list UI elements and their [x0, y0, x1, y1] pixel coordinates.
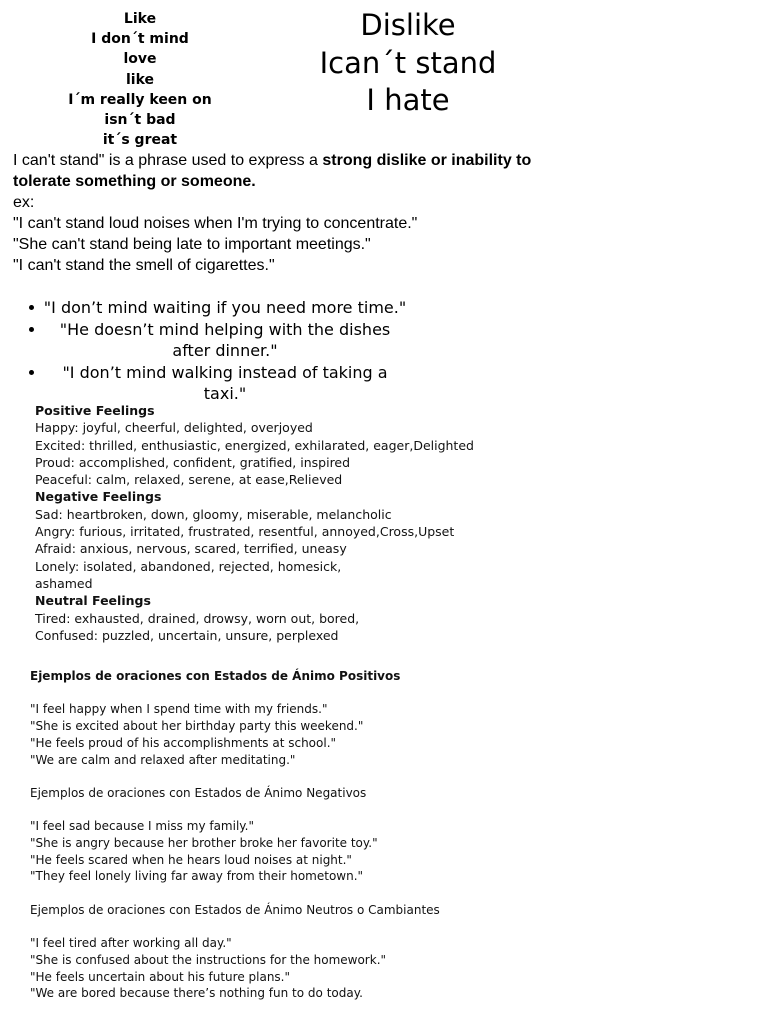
- sentence-line: "She is excited about her birthday party this weekend.": [30, 719, 364, 734]
- feeling-line: Happy: joyful, cheerful, delighted, overjoyed: [35, 420, 313, 436]
- cant-stand-definition: [13, 150, 573, 276]
- negative-examples-heading: Ejemplos de oraciones con Estados de Ánimo Negativos: [30, 785, 367, 800]
- sentence-line: "They feel lonely living far away from their hometown.": [30, 869, 364, 884]
- dont-mind-examples-list: [0, 297, 460, 405]
- feeling-line: Proud: accomplished, confident, gratified, inspired: [35, 454, 351, 470]
- positive-examples-heading: Ejemplos de oraciones con Estados de Ánimo Positivos: [30, 669, 401, 683]
- dislike-expression: I hate: [366, 83, 450, 117]
- feeling-line: Sad: heartbroken, down, gloomy, miserable, melancholic: [35, 506, 392, 522]
- sentence-line: "We are bored because there’s nothing fun to do today.: [30, 986, 363, 1001]
- list-item: "He doesn’t mind helping with the dishes after dinner.": [40, 319, 410, 362]
- example-sentence: "She can't stand being late to important meetings.": [13, 236, 371, 253]
- sentence-line: "He feels proud of his accomplishments at school.": [30, 735, 337, 750]
- sentence-line: "She is angry because her brother broke her favorite toy.": [30, 835, 378, 850]
- feeling-line: ashamed: [35, 575, 93, 591]
- neutral-examples-heading: Ejemplos de oraciones con Estados de Ánimo Neutros o Cambiantes: [30, 902, 440, 917]
- like-expression: it´s great: [102, 132, 178, 149]
- sentence-line: "He feels scared when he hears loud noises at night.": [30, 852, 352, 867]
- sentence-line: "She is confused about the instructions for the homework.": [30, 952, 387, 967]
- examples-label: ex:: [13, 194, 35, 211]
- definition-bold: strong dislike or inability to tolerate something or someone.: [13, 152, 532, 190]
- negative-feelings-heading: Negative Feelings: [35, 489, 162, 505]
- sentence-line: "We are calm and relaxed after meditating.": [30, 752, 296, 767]
- feeling-line: Tired: exhausted, drained, drowsy, worn out, bored,: [35, 610, 360, 626]
- like-expression: Like: [123, 11, 157, 27]
- definition-text: [13, 150, 573, 192]
- positive-feelings-heading: Positive Feelings: [35, 403, 155, 418]
- like-expression: isn´t bad: [104, 112, 176, 129]
- definition-intro: I can't stand" is a phrase used to express a: [13, 152, 323, 169]
- example-sentence: "I can't stand loud noises when I'm trying to concentrate.": [13, 215, 418, 232]
- feeling-line: Excited: thrilled, enthusiastic, energized, exhilarated, eager,Delighted: [35, 437, 474, 453]
- sentence-line: "I feel tired after working all day.": [30, 936, 232, 951]
- like-expression: I´m really keen on: [68, 91, 212, 108]
- feeling-line: Angry: furious, irritated, frustrated, resentful, annoyed,Cross,Upset: [35, 524, 455, 540]
- sentence-examples: [30, 668, 470, 1002]
- like-expression: love: [123, 51, 157, 68]
- dislike-expression: Ican´t stand: [319, 45, 497, 80]
- sentence-line: "I feel sad because I miss my family.": [30, 819, 255, 834]
- feeling-line: Peaceful: calm, relaxed, serene, at ease,Relieved: [35, 472, 343, 488]
- dislike-expression: Dislike: [360, 8, 456, 42]
- neutral-feelings-heading: Neutral Feelings: [35, 593, 151, 609]
- example-sentence: "I can't stand the smell of cigarettes.": [13, 257, 275, 274]
- like-expression: I don´t mind: [91, 31, 189, 48]
- feeling-line: Lonely: isolated, abandoned, rejected, homesick,: [35, 558, 342, 574]
- list-item: "I don’t mind walking instead of taking a taxi.": [40, 362, 410, 405]
- feelings-vocabulary: [35, 402, 515, 644]
- sentence-line: "I feel happy when I spend time with my friends.": [30, 702, 328, 717]
- feeling-line: Afraid: anxious, nervous, scared, terrified, uneasy: [35, 541, 347, 557]
- list-item: "I don’t mind waiting if you need more time.": [40, 297, 410, 319]
- like-expressions-list: [40, 9, 240, 150]
- sentence-line: "He feels uncertain about his future plans.": [30, 969, 291, 984]
- like-expression: like: [125, 71, 155, 88]
- dislike-expressions-list: [288, 7, 528, 120]
- feeling-line: Confused: puzzled, uncertain, unsure, perplexed: [35, 627, 339, 643]
